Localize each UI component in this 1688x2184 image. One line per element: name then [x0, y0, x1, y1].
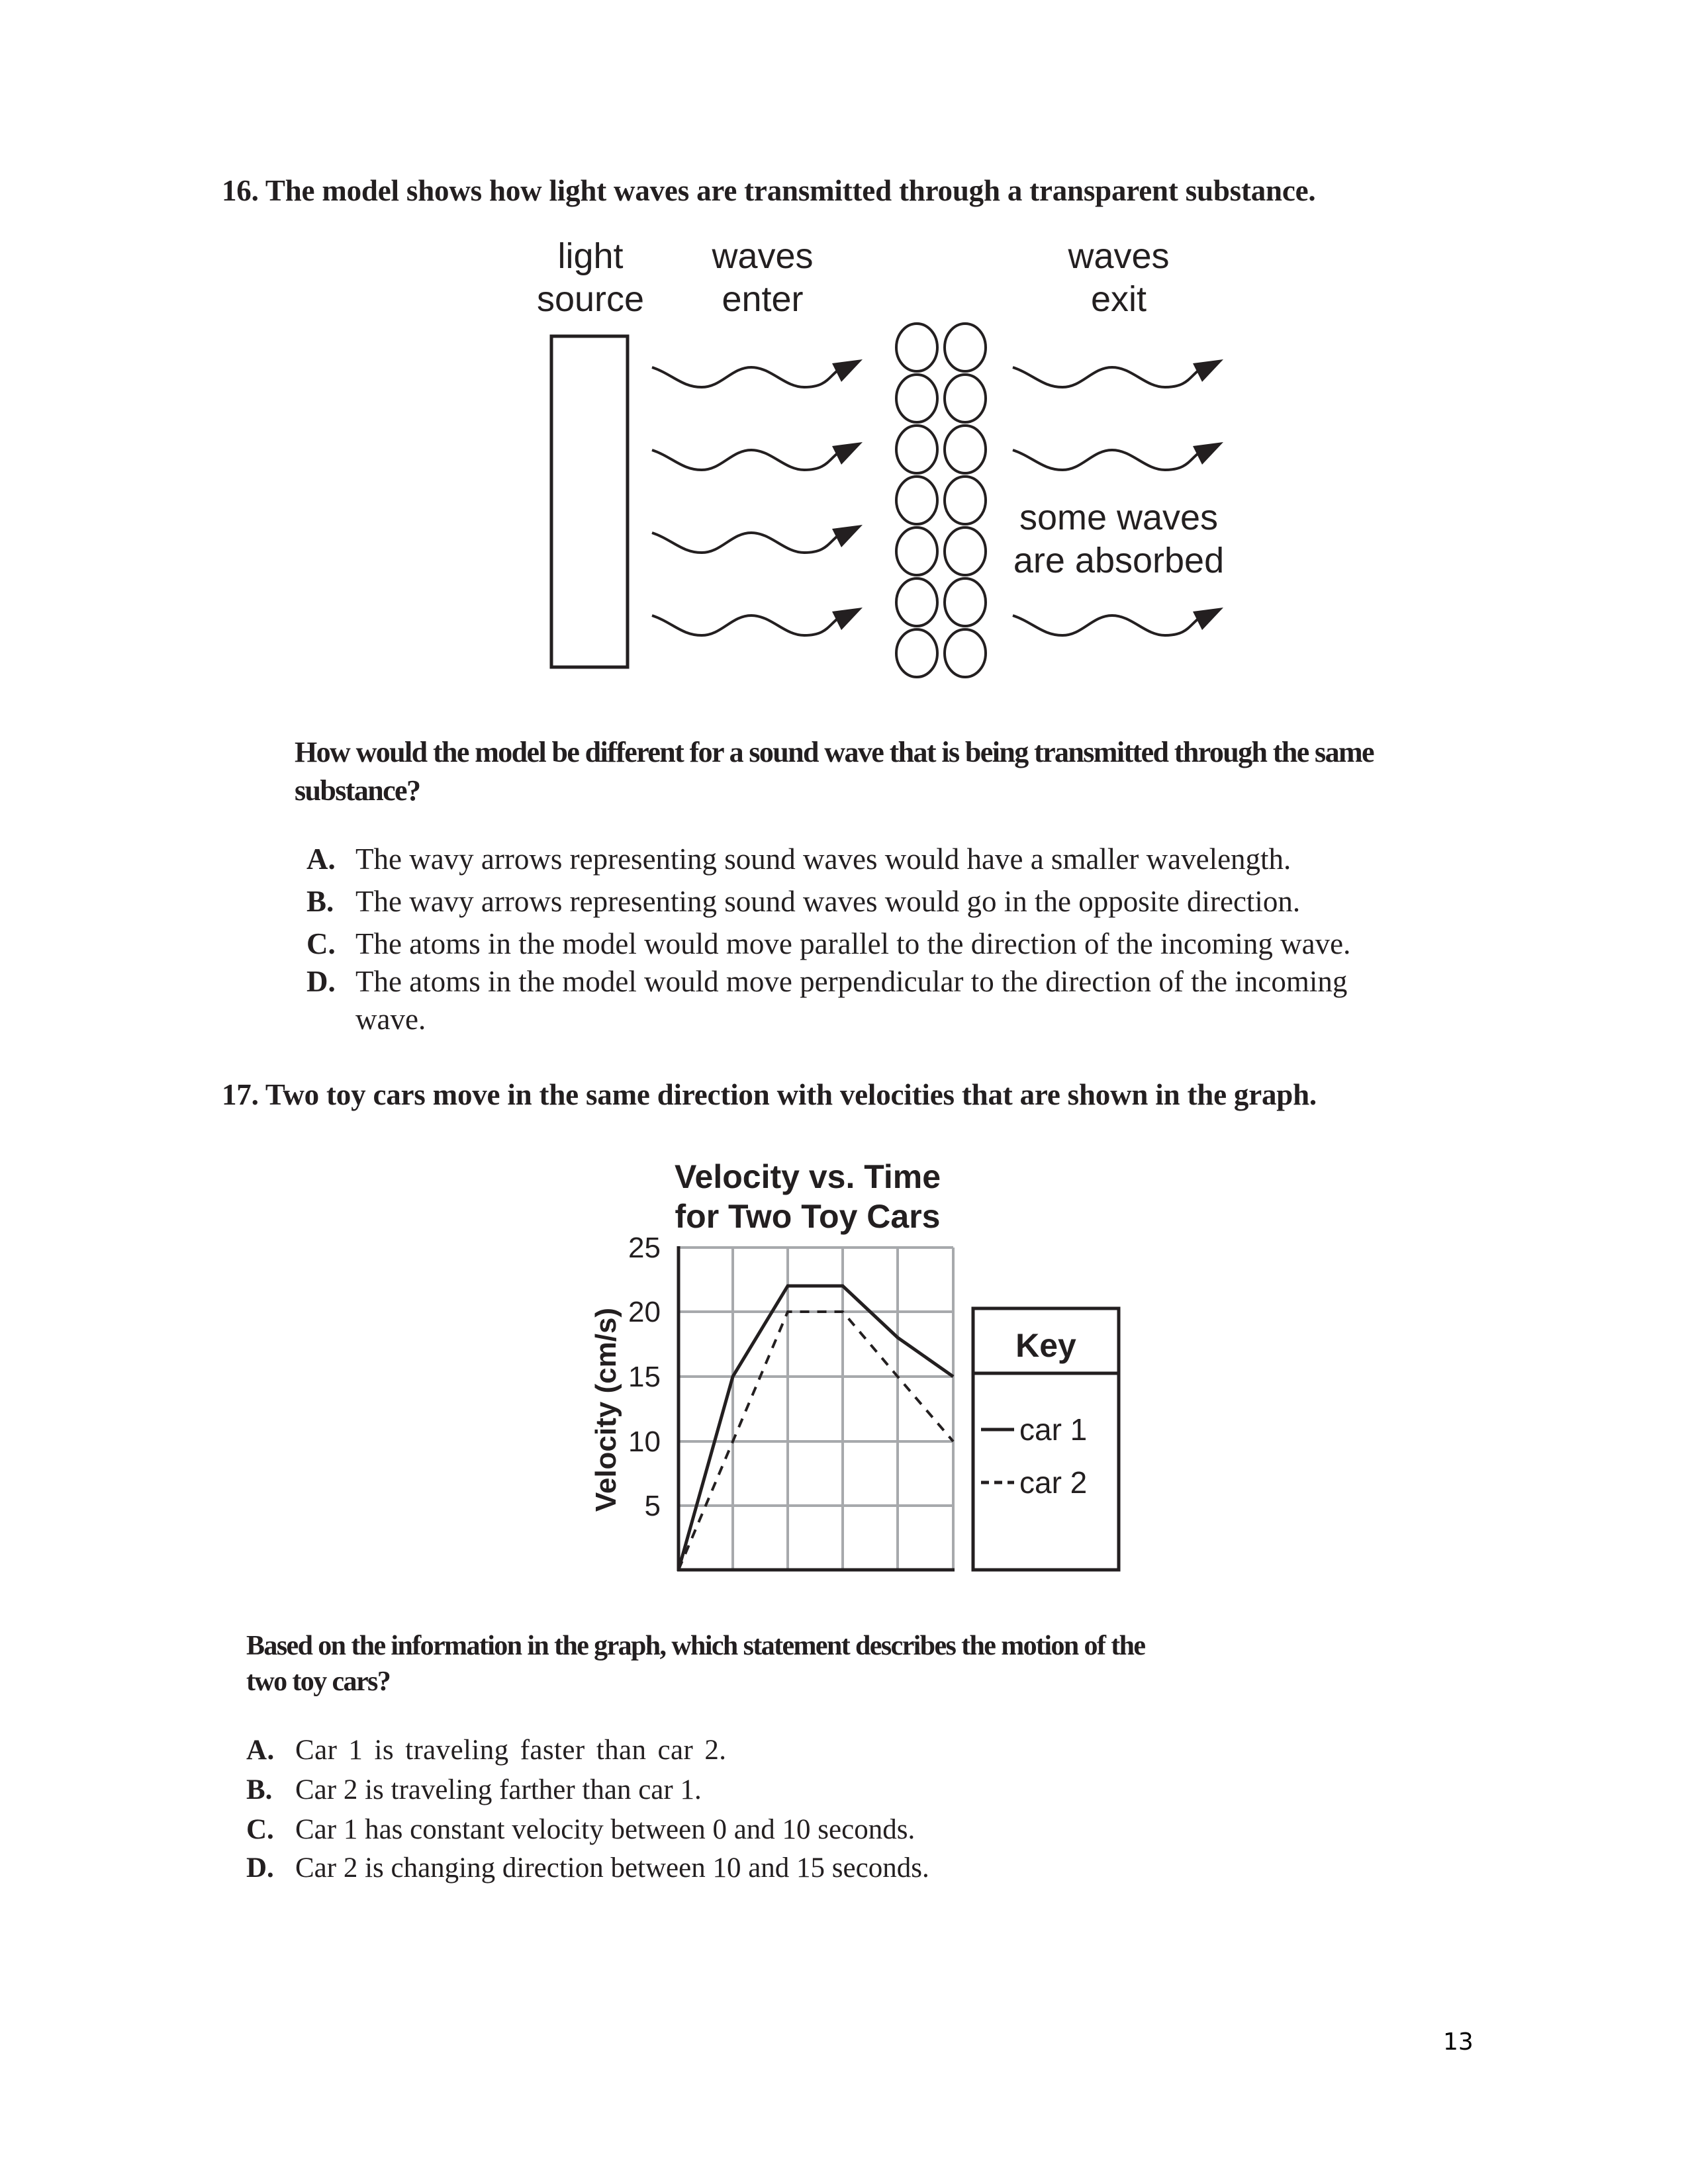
svg-text:25: 25	[628, 1232, 661, 1264]
chart-axes	[677, 1246, 955, 1571]
incoming-wave-arrows	[652, 359, 863, 635]
page-number: 13	[1443, 2028, 1474, 2056]
question-17-prompt	[246, 1628, 1372, 1700]
label-are-absorbed: are absorbed	[1013, 541, 1225, 580]
wave-arrow-icon	[1013, 359, 1223, 387]
option-letter: C.	[246, 1814, 274, 1845]
question-16-options	[306, 842, 1350, 1036]
velocity-time-chart	[556, 1125, 1139, 1588]
option-letter: B.	[306, 885, 334, 918]
option-a[interactable]	[246, 1734, 929, 1774]
chart-title-line2: for Two Toy Cars	[675, 1198, 941, 1235]
svg-text:5: 5	[644, 1490, 661, 1522]
wave-arrow-icon	[652, 359, 863, 387]
question-16-heading: 16. The model shows how light waves are transmitted through a transparent substance.	[222, 174, 1316, 207]
prompt-line-1: Based on the information in the graph, which statement describes the motion of the	[246, 1631, 1145, 1661]
question-17-heading: 17. Two toy cars move in the same direction with velocities that are shown in the graph.	[222, 1078, 1317, 1111]
chart-grid	[679, 1248, 953, 1570]
wave-arrow-icon	[652, 442, 863, 470]
wave-arrow-icon	[652, 608, 863, 635]
option-text: The wavy arrows representing sound waves would have a smaller wavelength.	[355, 842, 1291, 876]
atoms	[896, 324, 986, 677]
option-text: Car 2 is traveling farther than car 1.	[295, 1774, 702, 1805]
label-waves-enter-2: enter	[722, 279, 804, 319]
option-a[interactable]	[306, 842, 1350, 884]
option-d-continuation	[306, 1002, 1350, 1036]
wave-arrow-icon	[1013, 442, 1223, 470]
option-c[interactable]	[246, 1813, 929, 1852]
option-text: Car 2 is changing direction between 10 and 15 seconds.	[295, 1852, 929, 1884]
option-text: wave.	[355, 1003, 426, 1036]
option-b[interactable]	[246, 1774, 929, 1813]
option-text: Car 1 has constant velocity between 0 and 10 seconds.	[295, 1814, 915, 1845]
label-waves-exit-1: waves	[1068, 236, 1170, 276]
prompt-line-2: two toy cars?	[246, 1666, 391, 1697]
wave-arrow-icon	[1013, 608, 1223, 635]
option-b[interactable]	[306, 884, 1350, 927]
label-source: source	[536, 279, 645, 319]
label-light: light	[557, 236, 624, 276]
series-car-1	[679, 1286, 953, 1570]
svg-text:20: 20	[628, 1296, 661, 1328]
label-waves-exit-2: exit	[1090, 279, 1147, 319]
label-some-waves: some waves	[1019, 498, 1219, 537]
label-waves-enter-1: waves	[712, 236, 814, 276]
option-letter: D.	[246, 1852, 274, 1884]
y-axis-ticks	[628, 1232, 661, 1522]
chart-legend	[973, 1308, 1119, 1570]
question-17-options	[246, 1734, 929, 1890]
chart-title-line1: Velocity vs. Time	[674, 1158, 941, 1195]
option-text: The atoms in the model would move perpendicular to the direction of the incoming	[355, 965, 1348, 998]
option-d[interactable]	[306, 964, 1350, 1002]
option-letter: D.	[306, 965, 336, 998]
option-text: Car 1 is traveling faster than car 2.	[295, 1735, 727, 1766]
wave-arrow-icon	[652, 525, 863, 553]
y-axis-label: Velocity (cm/s)	[590, 1307, 622, 1512]
option-letter: A.	[306, 842, 336, 876]
option-text: The atoms in the model would move parallel to the direction of the incoming wave.	[355, 927, 1351, 960]
legend-car-1: car 1	[1019, 1412, 1088, 1447]
question-16-prompt: How would the model be different for a sound wave that is being transmitted through the same substance?	[295, 736, 1374, 807]
legend-car-2: car 2	[1019, 1465, 1088, 1500]
option-c[interactable]	[306, 927, 1350, 964]
light-source-box	[551, 336, 628, 667]
option-letter: C.	[306, 927, 336, 960]
option-letter: B.	[246, 1774, 273, 1805]
svg-text:15: 15	[628, 1361, 661, 1393]
svg-text:10: 10	[628, 1426, 661, 1458]
light-wave-model-diagram	[516, 232, 1258, 688]
legend-title: Key	[1015, 1327, 1076, 1364]
option-letter: A.	[246, 1735, 275, 1766]
option-text: The wavy arrows representing sound waves would go in the opposite direction.	[355, 885, 1301, 918]
option-d[interactable]	[246, 1852, 929, 1890]
